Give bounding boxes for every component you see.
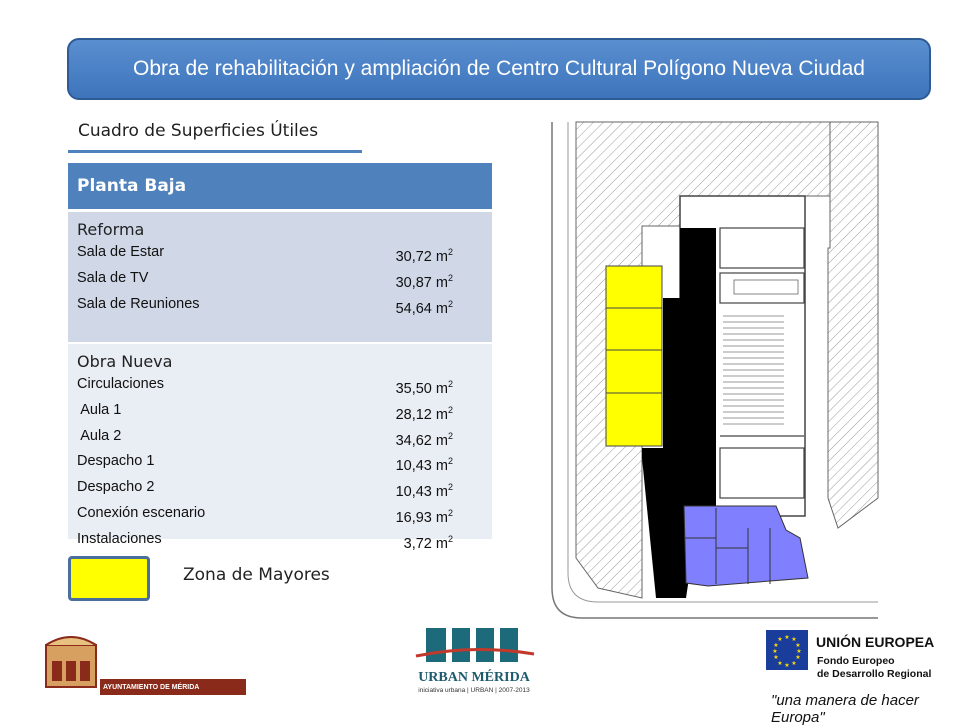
merida-logo-text: AYUNTAMIENTO DE MÉRIDA: [103, 684, 200, 691]
surface-table: [68, 163, 492, 552]
svg-text:★: ★: [791, 660, 797, 667]
surface-row: [77, 477, 483, 503]
room-name: Sala de Reuniones: [77, 295, 200, 312]
room-area-value: 35,50 m: [395, 380, 448, 397]
floor-plan: [538, 118, 880, 622]
room-name: Despacho 2: [77, 479, 155, 496]
reforma-list: [77, 242, 483, 319]
room-area-value: 30,72 m: [395, 248, 448, 265]
room-name: Circulaciones: [77, 376, 165, 392]
surface-row: [77, 426, 483, 452]
area-unit-exponent: 2: [447, 482, 453, 493]
area-unit-exponent: 2: [447, 298, 453, 309]
area-unit-exponent: 2: [447, 456, 453, 467]
obra-nueva-list: [77, 374, 483, 555]
area-unit-exponent: 2: [447, 247, 453, 257]
eu-flag-icon: [766, 630, 808, 670]
area-unit-exponent: 2: [447, 379, 453, 389]
svg-text:★: ★: [773, 654, 779, 661]
room-name: Instalaciones: [77, 530, 162, 547]
eu-fund-line1: Fondo Europeo: [817, 655, 895, 667]
svg-text:★: ★: [772, 648, 778, 655]
area-unit-exponent: 2: [447, 404, 453, 415]
room-area-value: 10,43 m: [395, 484, 448, 501]
room-area: [363, 400, 453, 426]
svg-text:★: ★: [784, 662, 790, 669]
room-name: Despacho 1: [77, 453, 155, 470]
room-area: [363, 242, 453, 268]
room-name: Conexión escenario: [77, 505, 206, 522]
room-area-value: 10,43 m: [395, 458, 448, 475]
obra-nueva-title: Obra Nueva: [77, 352, 173, 371]
urban-merida-subtitle: iniciativa urbana | URBAN | 2007-2013: [418, 687, 530, 694]
svg-text:★: ★: [795, 642, 801, 649]
surface-row: [77, 294, 483, 320]
room-area: [363, 294, 453, 320]
area-unit-exponent: 2: [447, 272, 453, 283]
room-area: [363, 426, 453, 452]
room-area: [363, 477, 453, 503]
svg-text:★: ★: [795, 654, 801, 661]
room-area-value: 3,72 m: [403, 535, 448, 552]
room-name: Sala de TV: [77, 269, 149, 286]
section-underline: [68, 150, 362, 153]
svg-text:★: ★: [773, 642, 779, 649]
table-header-label: Planta Baja: [77, 176, 187, 196]
room-area-value: 34,62 m: [395, 432, 448, 449]
surface-row: [77, 242, 483, 268]
area-unit-exponent: 2: [447, 430, 453, 441]
eu-title: UNIÓN EUROPEA: [816, 634, 935, 650]
room-area-value: 30,87 m: [395, 274, 448, 291]
room-area: [363, 503, 453, 529]
page-title: Obra de rehabilitación y ampliación de Centro Cultural Polígono Nueva Ciudad: [133, 57, 865, 80]
reforma-group: [68, 212, 492, 342]
surface-row: [77, 451, 483, 477]
urban-merida-name: URBAN MÉRIDA: [418, 670, 530, 685]
room-area: [363, 268, 453, 294]
surface-row: [77, 400, 483, 426]
section-title: Cuadro de Superficies Útiles: [78, 121, 319, 141]
room-name: Aula 2: [77, 427, 122, 444]
svg-text:★: ★: [784, 634, 790, 641]
area-unit-exponent: 2: [447, 533, 453, 544]
svg-text:★: ★: [796, 648, 802, 655]
surface-row: [77, 268, 483, 294]
legend-label: Zona de Mayores: [183, 565, 330, 585]
room-area: [363, 529, 453, 555]
svg-text:★: ★: [777, 660, 783, 667]
surface-row: [77, 503, 483, 529]
surface-row: [77, 529, 483, 555]
room-name: Aula 1: [77, 401, 122, 418]
obra-nueva-group: [68, 342, 492, 552]
eu-fund-line2: de Desarrollo Regional: [817, 668, 932, 680]
surface-row: [77, 374, 483, 400]
area-unit-exponent: 2: [447, 508, 453, 519]
room-area-value: 54,64 m: [395, 300, 448, 317]
title-banner: [67, 38, 931, 100]
plan-zona-mayores: [606, 266, 662, 446]
room-area-value: 28,12 m: [395, 406, 448, 423]
svg-text:★: ★: [777, 636, 783, 643]
table-header: [68, 163, 492, 209]
eu-motto: "una manera de hacer Europa": [771, 692, 919, 726]
room-area: [363, 374, 453, 400]
reforma-title: Reforma: [77, 220, 145, 239]
room-name: Sala de Estar: [77, 244, 165, 260]
room-area-value: 16,93 m: [395, 509, 448, 526]
svg-text:★: ★: [791, 636, 797, 643]
room-area: [363, 451, 453, 477]
legend-swatch: [68, 556, 150, 601]
